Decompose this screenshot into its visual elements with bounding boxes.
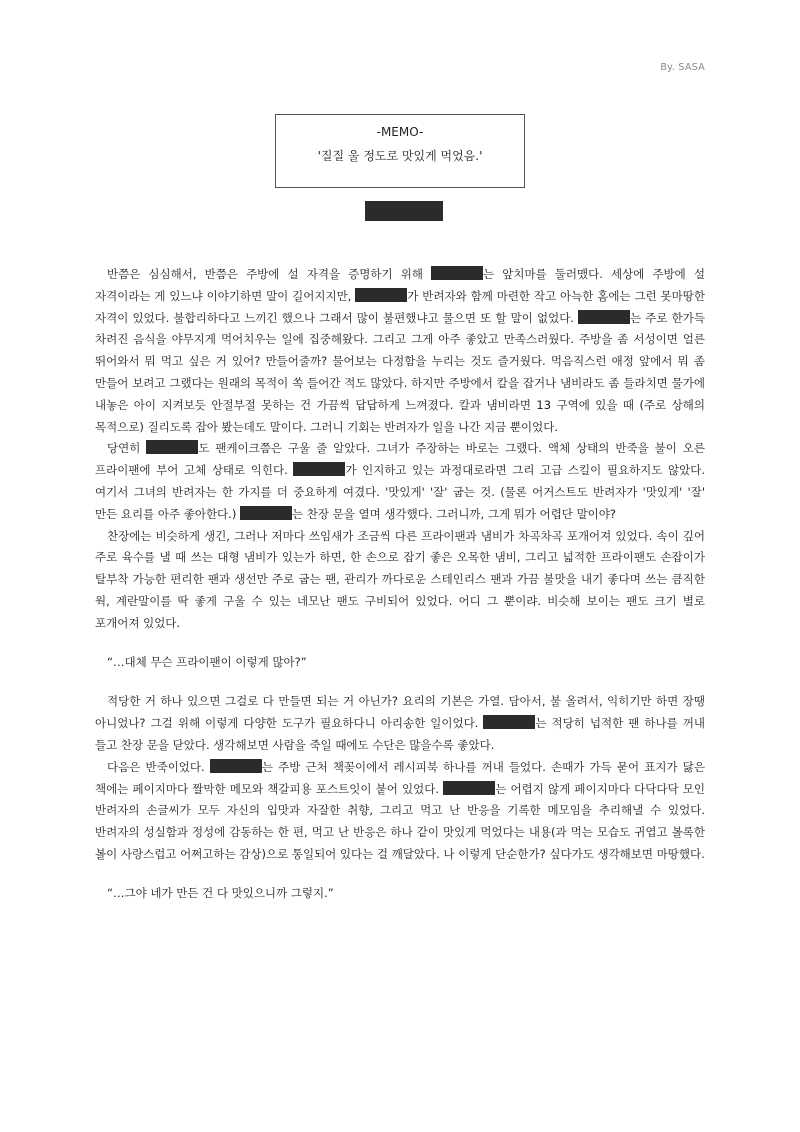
paragraph-text: 는 적당히 넙적한 팬 하나를 꺼내 들고 찬장 문을 닫았다. 생각해보면 사람을 죽일 때에도 수단은 많을수록 좋았다. bbox=[95, 716, 705, 752]
paragraph-4 bbox=[95, 691, 705, 756]
paragraph-text: 당연히 bbox=[107, 441, 147, 456]
paragraph-text: 가 반려자와 함께 마련한 작고 아늑한 홈에는 그런 못마땅한 자격이 있었다. 불합리하다고 느끼긴 했으나 그래서 많이 불편했냐고 물으면 또 할 말이 없었다. bbox=[95, 288, 705, 325]
redacted-name-block bbox=[365, 201, 443, 221]
redacted-name bbox=[578, 310, 630, 324]
redacted-name bbox=[146, 440, 198, 454]
dialogue-text: “…그야 네가 만든 건 다 맛있으니까 그렇지.” bbox=[107, 885, 334, 900]
paragraph-text: 는 앞치마를 둘러맸다. 세상에 주방에 설 자격이라는 게 있느냐 이야기하면 말이 길어지지만, bbox=[95, 267, 705, 303]
redacted-name bbox=[483, 715, 535, 729]
dialogue-line-2 bbox=[95, 883, 705, 905]
redacted-name bbox=[443, 781, 495, 795]
redacted-name bbox=[293, 462, 345, 476]
paragraph-text: 는 주방 근처 책꽂이에서 레시피북 하나를 꺼내 들었다. 손때가 가득 묻어 표지가 닳은 책에는 페이지마다 짤막한 메모와 책갈피용 포스트잇이 붙어 있었다. bbox=[95, 759, 705, 796]
paragraph-text: 는 찬장 문을 열며 생각했다. 그러니까, 그게 뭐가 어렵단 말이야? bbox=[291, 506, 617, 521]
paragraph-text: 가 인지하고 있는 과정대로라면 그리 고급 스킬이 필요하지도 않았다. 여기서 그녀의 반려자는 한 가지를 더 중요하게 여겼다. '맛있게' '잘' 굽는 것. (물론 어거스트도 반려자가 '맛있게' '잘' 만든 요리를 아주 좋아한다.) bbox=[95, 463, 705, 521]
redacted-name bbox=[210, 759, 262, 773]
paragraph-text: 찬장에는 비슷하게 생긴, 그러나 저마다 쓰임새가 조금씩 다른 프라이팬과 냄비가 차곡차곡 포개어져 있었다. 속이 깊어 주로 육수를 낼 때 쓰는 대형 냄비가 있는가 하면, 한 손으로 잡기 좋은 오목한 냄비, 그리고 넓적한 프라이팬도 손잡이가 탈부착 가능한 편리한 팬과 생선만 주로 굽는 팬, 관리가 까다로운 스테인리스 팬과 가끔 불맛을 내기 좋다며 쓰는 큼직한 웍, 계란말이를 딱 좋게 구울 수 있는 네모난 팬도 구비되어 있었다. 어디 그 뿐이랴. 비슷해 보이는 팬도 크기 별로 포개어져 있었다. bbox=[95, 528, 705, 630]
memo-quote: '질질 울 정도로 맛있게 먹었음.' bbox=[317, 149, 483, 163]
paragraph-text: 도 팬케이크쯤은 구울 줄 알았다. 그녀가 주장하는 바로는 그랬다. 액체 상태의 반죽을 불이 오른 프라이팬에 부어 고체 상태로 익힌다. bbox=[95, 441, 705, 478]
dialogue-text: “…대체 무슨 프라이팬이 이렇게 많아?” bbox=[107, 654, 307, 669]
author-byline: By. SASA bbox=[660, 62, 705, 73]
paragraph-text: 반쯤은 심심해서, 반쯤은 주방에 설 자격을 증명하기 위해 bbox=[107, 267, 432, 281]
paragraph-3 bbox=[95, 526, 705, 635]
paragraph-1 bbox=[95, 264, 705, 438]
story-body bbox=[95, 264, 705, 923]
redacted-name bbox=[431, 266, 483, 280]
paragraph-text: 는 어렵지 않게 페이지마다 다닥다닥 모인 반려자의 손글씨가 모두 자신의 입맛과 자잘한 취향, 그리고 먹고 난 반응을 기록한 메모임을 추리해낼 수 있었다. 반려자의 성실함과 정성에 감동하는 한 편, 먹고 난 반응은 하나 같이 맛있게 먹었다는 내용(과 먹는 모습도 귀엽고 볼록한 볼이 사랑스럽고 어쩌고하는 감상)으로 통일되어 있다는 걸 깨달았다. 나 이렇게 단순한가? 싶다가도 생각해보면 마땅했다. bbox=[95, 781, 705, 861]
paragraph-5 bbox=[95, 757, 705, 866]
redacted-name bbox=[355, 288, 407, 302]
memo-title: -MEMO- bbox=[376, 125, 424, 139]
paragraph-2 bbox=[95, 438, 705, 525]
paragraph-text: 적당한 거 하나 있으면 그걸로 다 만들면 되는 거 아닌가? 요리의 기본은 가열. 담아서, 불 올려서, 익히기만 하면 장땡 아니었나? 그걸 위해 이렇게 다양한 도구가 필요하다니 아리송한 일이었다. bbox=[95, 694, 705, 731]
memo-box bbox=[275, 114, 525, 188]
redacted-name bbox=[240, 506, 292, 520]
paragraph-text: 는 주로 한가득 차려진 음식을 야무지게 먹어치우는 일에 집중해왔다. 그리고 그게 아주 좋았고 만족스러웠다. 주방을 좀 서성이면 얼른 뛰어와서 뭐 먹고 싶은 거 있어? 만들어줄까? 물어보는 다정함을 누리는 것도 즐거웠다. 먹음직스런 애정 앞에서 뭐 좀 만들어 보려고 그랬다는 원래의 목적이 쏙 들어간 적도 많았다. 하지만 주방에서 칼을 잡거나 냄비라도 좀 들라치면 물가에 내놓은 아이 지켜보듯 안절부절 못하는 건 가끔씩 답답하게 느껴졌다. 칼과 냄비라면 13 구역에 있을 때 (주로 상해의 목적으로) 질리도록 잡아 봤는데도 말이다. 그러니 기회는 반려자가 일을 나간 지금 뿐이었다. bbox=[95, 310, 705, 434]
paragraph-text: 다음은 반죽이었다. bbox=[107, 759, 210, 774]
dialogue-line-1 bbox=[95, 652, 705, 674]
